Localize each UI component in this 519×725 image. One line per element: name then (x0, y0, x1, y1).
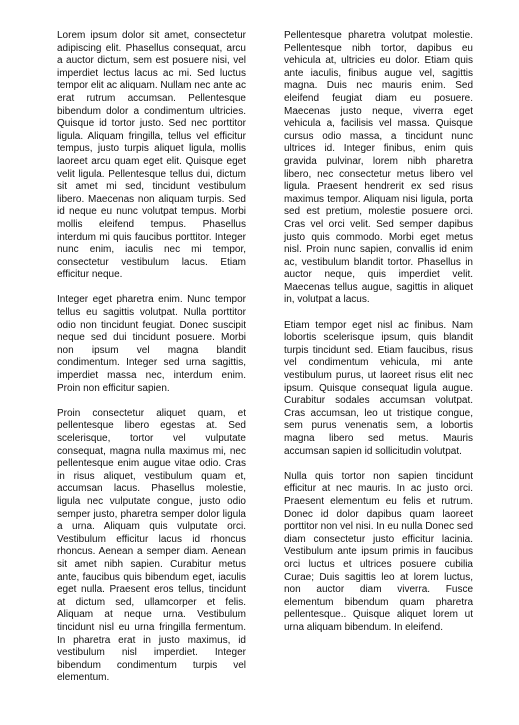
paragraph: Lorem ipsum dolor sit amet, consectetur adipiscing elit. Phasellus consequat, arcu a auctor dictum, sem est posuere nisi, vel imperdiet lectus lacus ac mi. Sed luctus tempor elit ac aliquam. Nullam nec ante ac erat rutrum accumsan. Pellentesque bibendum dolor a condimentum ultricies. Quisque id tortor justo. Sed nec porttitor ligula. Aliquam fringilla, tellus vel efficitur tempus, justo turpis aliquet ligula, mollis laoreet arcu quam eget elit. Quisque eget velit ligula. Pellentesque tellus dui, dictum sit amet mi sed, tincidunt vestibulum libero. Maecenas non aliquam turpis. Sed id neque eu nunc volutpat tempus. Morbi mollis eleifend tempus. Phasellus interdum mi quis faucibus porttitor. Integer nunc enim, iaculis nec mi tempor, consectetur vestibulum lacus. Etiam efficitur neque. (57, 30, 246, 281)
paragraph: Etiam tempor eget nisl ac finibus. Nam lobortis scelerisque ipsum, quis blandit turpis tincidunt sed. Etiam faucibus, risus vel condimentum vehicula, mi ante vestibulum purus, ut laoreet risus elit nec ipsum. Quisque consequat ligula augue. Curabitur sodales accumsan volutpat. Cras accumsan, leo ut tristique congue, sem purus venenatis sem, a lobortis magna libero sed metus. Mauris accumsan sapien id sollicitudin volutpat. (284, 319, 473, 457)
paragraph: Pellentesque pharetra volutpat molestie. Pellentesque nibh tortor, dapibus eu vehicula at, ultricies eu dolor. Etiam quis ante iaculis, finibus augue vel, sagittis magna. Duis nec mauris enim. Sed eleifend feugiat diam eu posuere. Maecenas justo neque, viverra eget vehicula a, facilisis vel massa. Quisque cursus odio massa, a tincidunt nunc ultrices id. Integer finibus, enim quis gravida pulvinar, lorem nibh pharetra libero, nec consectetur metus libero vel ligula. Praesent hendrerit ex sed risus maximus tempor. Aliquam nisi ligula, porta sed est pretium, molestie posuere orci. Cras vel orci velit. Sed semper dapibus justo quis commodo. Morbi eget metus nisl. Proin nunc sapien, convallis id enim ac, vestibulum blandit tortor. Phasellus in auctor neque, quis imperdiet velit. Maecenas tellus augue, sagittis in aliquet in, volutpat a lacus. (284, 30, 473, 306)
paragraph: Proin consectetur aliquet quam, et pellentesque libero egestas at. Sed scelerisque, tortor vel vulputate consequat, magna nulla maximus mi, nec pellentesque enim augue vitae odio. Cras in risus aliquet, vestibulum quam et, accumsan lacus. Phasellus molestie, ligula nec vulputate congue, justo odio semper justo, pharetra semper dolor ligula a urna. Aliquam quis vulputate orci. Vestibulum efficitur lacus id rhoncus rhoncus. Aenean a semper diam. Aenean sit amet nibh sapien. Curabitur metus ante, faucibus quis bibendum eget, iaculis eget nulla. Praesent eros tellus, tincidunt at dictum sed, ullamcorper et felis. Aliquam at neque urna. Vestibulum tincidunt nisl eu urna fringilla fermentum. In pharetra erat in justo maximus, id vestibulum nisl imperdiet. Integer bibendum condimentum turpis vel elementum. (57, 407, 246, 684)
paragraph: Nulla quis tortor non sapien tincidunt efficitur at nec mauris. In ac justo orci. Praesent elementum eu felis et rutrum. Donec id dolor dapibus quam laoreet porttitor non vel nisi. In eu nulla Donec sed diam consectetur justo efficitur lacinia. Vestibulum ante ipsum primis in faucibus orci luctus et ultrices posuere cubilia Curae; Duis sagittis leo at lorem luctus, non auctor diam viverra. Fusce elementum bibendum quam pharetra pellentesque.. Quisque aliquet lorem ut urna aliquam bibendum. In eleifend. (284, 470, 473, 633)
paragraph: Integer eget pharetra enim. Nunc tempor tellus eu sagittis volutpat. Nulla porttitor odio non tincidunt feugiat. Donec suscipit neque sed dui tincidunt posuere. Morbi non ipsum vel magna blandit condimentum. Integer sed urna sagittis, imperdiet massa nec, interdum enim. Proin non efficitur sapien. (57, 294, 246, 394)
text-column-left (57, 30, 246, 697)
text-column-right (284, 30, 473, 647)
